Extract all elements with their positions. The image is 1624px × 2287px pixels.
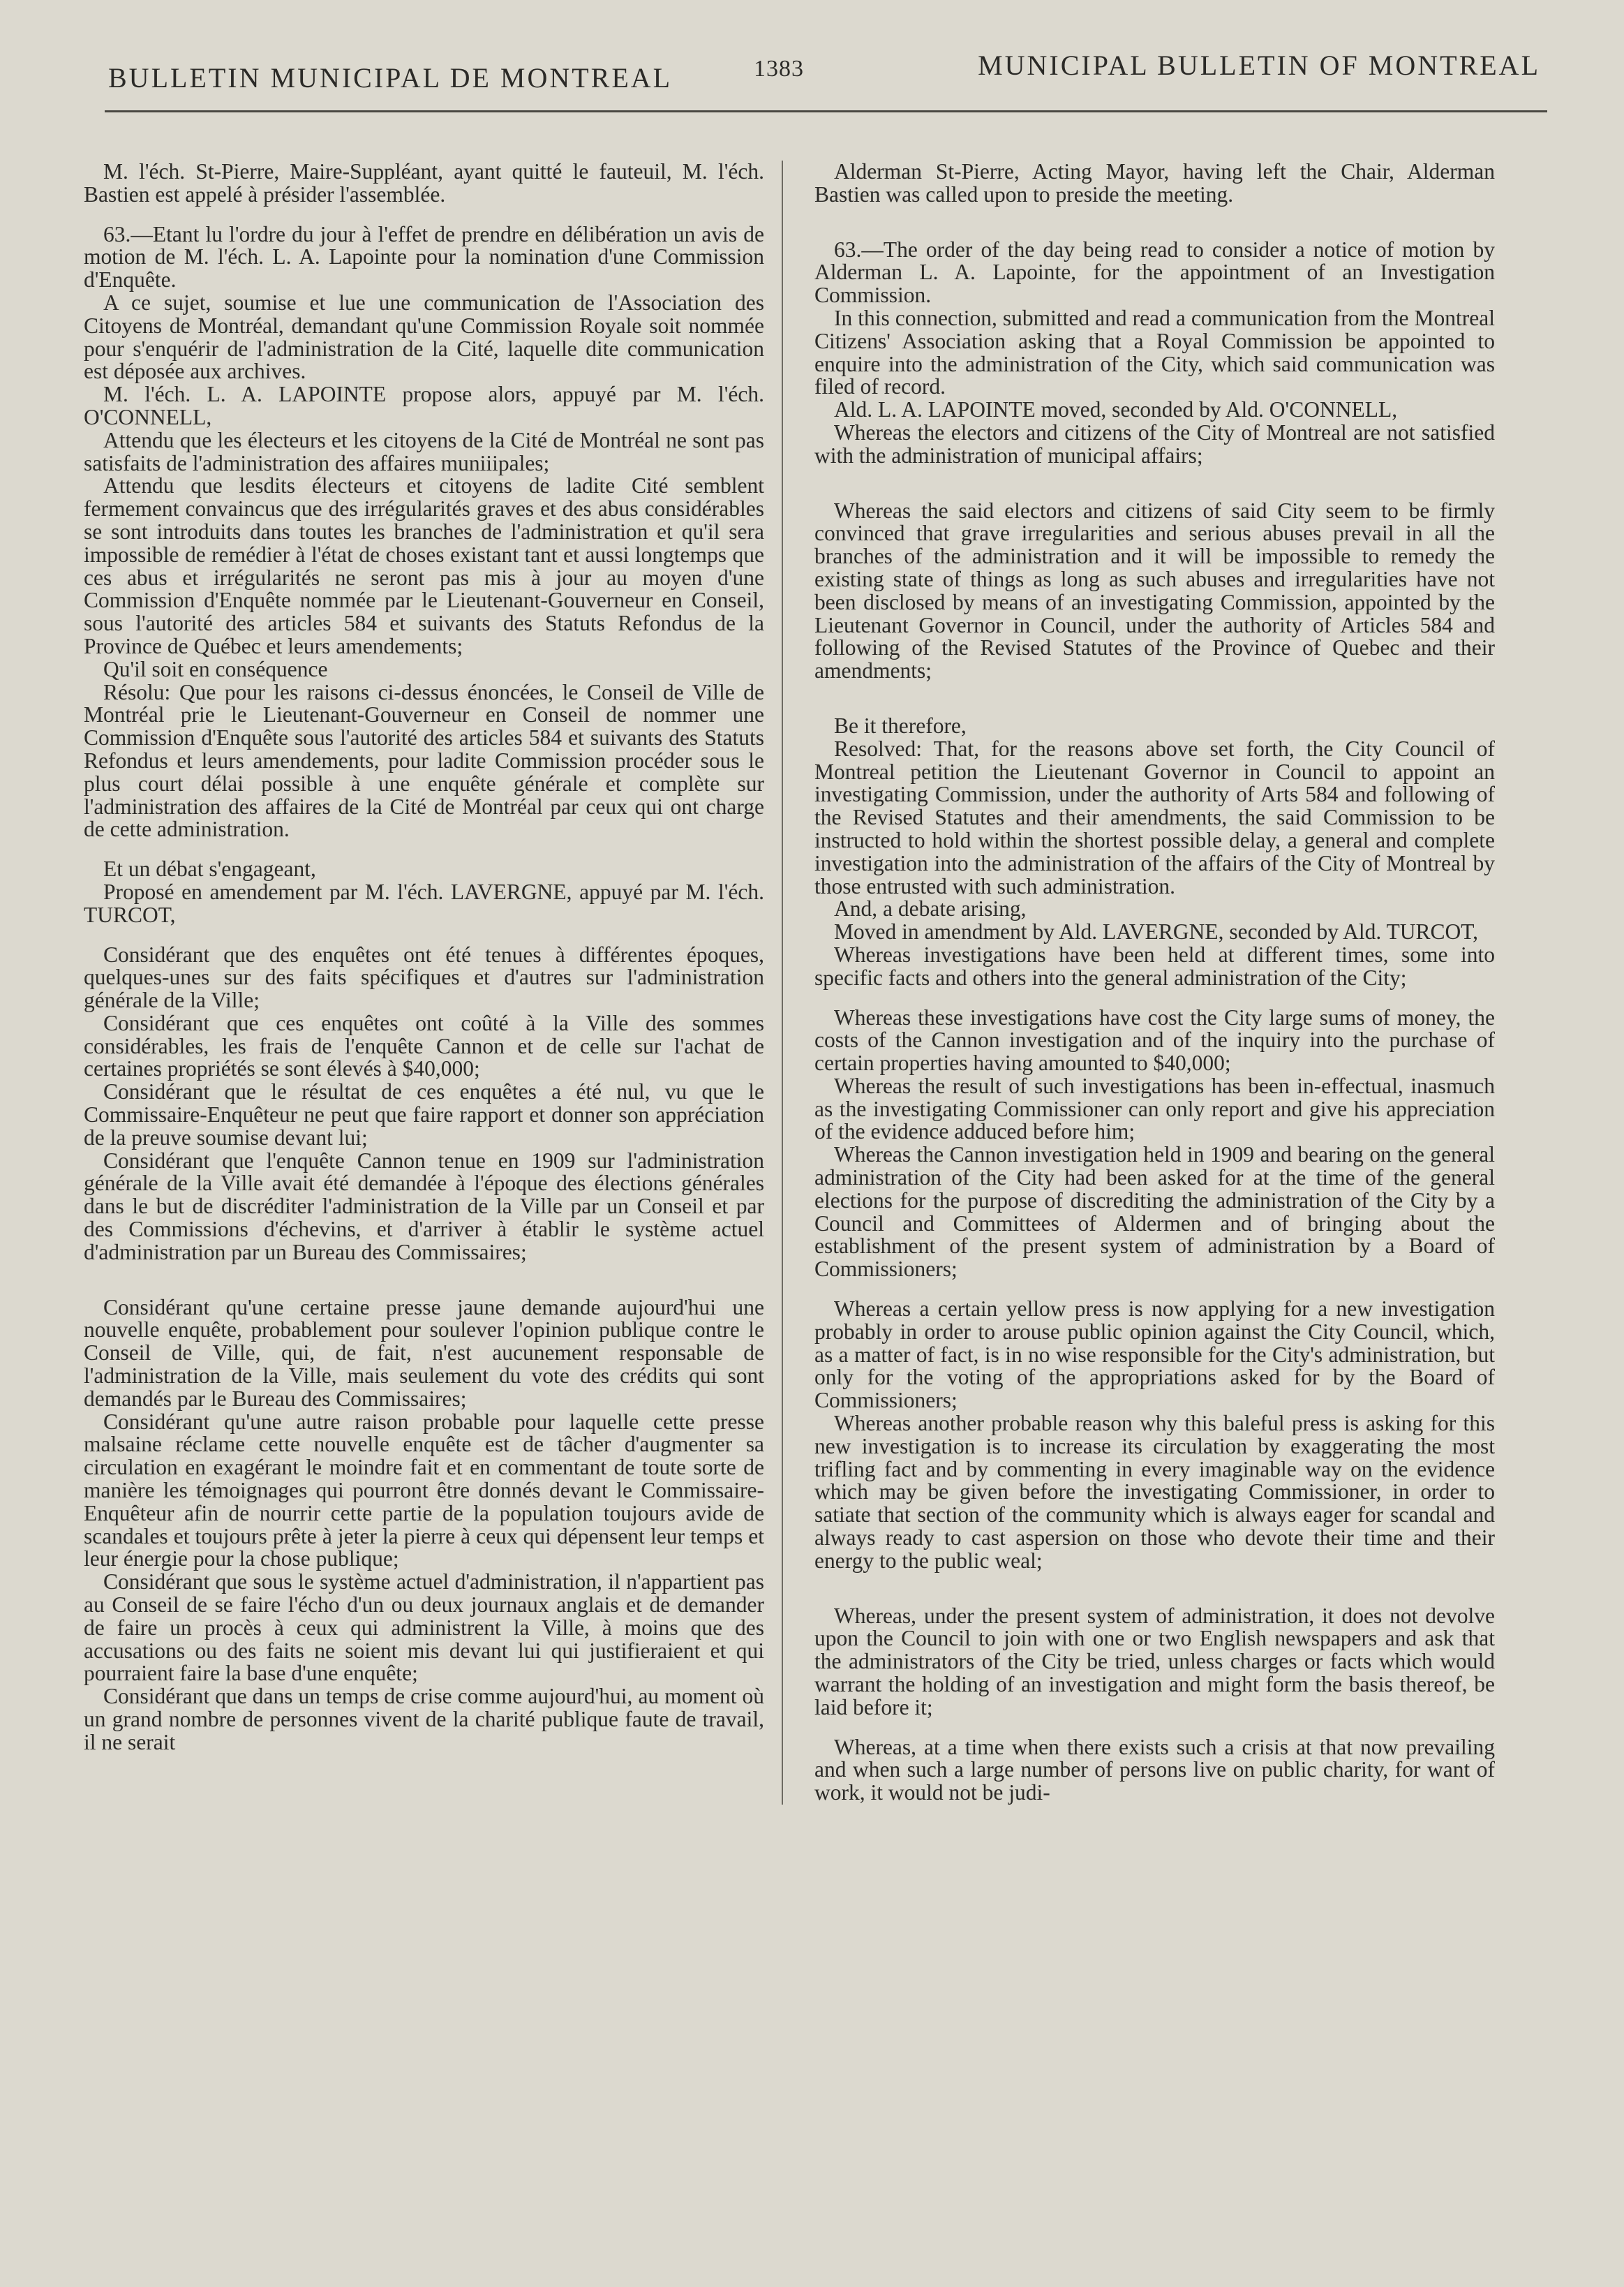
paragraph: Proposé en amendement par M. l'éch. LAVERGNE, appuyé par M. l'éch. TURCOT,: [84, 879, 764, 927]
paragraph: Considérant que l'enquête Cannon tenue en 1909 sur l'administration générale de la Ville avait été demandée à l'époque des élections générales dans le but de discréditer l'administration de la Ville par un Conseil et par des Commissions d'échevins, et d'arriver à établir le système actuel d'administration par un Bureau des Commissaires;: [84, 1148, 764, 1264]
paragraph: Attendu que les électeurs et les citoyens de la Cité de Montréal ne sont pas satisfaits de l'administration des affaires muniiipales;: [84, 427, 764, 475]
paragraph: Attendu que lesdits électeurs et citoyens de ladite Cité semblent fermement convaincus que des irrégularités graves et des abus considérables se sont introduits dans toutes les branches de l'administration et qu'il sera impossible de remédier à l'état de choses existant tant et aussi longtemps que ces abus et irrégularités ne seront pas mis à jour au moyen d'une Commission d'Enquête nommée par le Lieutenant-Gouverneur en Conseil, sous l'autorité des articles 584 et suivants des Statuts Refondus de la Province de Québec et leurs amendements;: [84, 473, 764, 658]
page-header: [84, 28, 1547, 105]
header-title-french: BULLETIN MUNICIPAL DE MONTREAL: [108, 62, 673, 94]
paragraph: M. l'éch. L. A. LAPOINTE propose alors, appuyé par M. l'éch. O'CONNELL,: [84, 382, 764, 429]
paragraph: Whereas, under the present system of administration, it does not devolve upon the Council to join with one or two English newspapers and ask that the administrators of the City be tried, unless charges or facts which would warrant the holding of an investigation and might form the basis thereof, be laid before it;: [814, 1603, 1495, 1719]
english-column: [782, 161, 1495, 1805]
paragraph: Whereas investigations have been held at different times, some into specific facts and others into the general administration of the City;: [814, 942, 1495, 990]
french-column: [84, 161, 782, 1805]
paragraph: Whereas the electors and citizens of the City of Montreal are not satisfied with the administration of municipal affairs;: [814, 420, 1495, 468]
paragraph: Whereas another probable reason why this baleful press is asking for this new investigation is to increase its circulation by exaggerating the most trifling fact and by commenting in every imaginable way on the evidence which may be given before the investigating Commissioner, in order to satiate that section of the community which is always eager for scandal and always ready to cast aspersion on those who devote their time and their energy to the public weal;: [814, 1411, 1495, 1573]
header-rule: [105, 110, 1547, 112]
paragraph: Alderman St-Pierre, Acting Mayor, having left the Chair, Alderman Bastien was called upon to preside the meeting.: [814, 159, 1495, 207]
page-number: 1383: [754, 56, 804, 82]
paragraph: Whereas the said electors and citizens of said City seem to be firmly convinced that grave irregularities and serious abuses prevail in all the branches of the administration and it will be impossible to remedy the existing state of things as long as such abuses and irregularities have not been disclosed by means of an investigating Commission, appointed by the Lieutenant Governor in Council, under the authority of Articles 584 and following of the Revised Statutes of the Province of Quebec and their amendments;: [814, 498, 1495, 683]
paragraph: And, a debate arising,: [834, 896, 1027, 922]
paragraph: 63.—The order of the day being read to consider a notice of motion by Alderman L. A. Lapointe, for the appointment of an Investigation Commission.: [814, 237, 1495, 308]
paragraph: Considérant que le résultat de ces enquêtes a été nul, vu que le Commissaire-Enquêteur ne peut que faire rapport et donner son appréciation de la preuve soumise devant lui;: [84, 1079, 764, 1150]
paragraph: Et un débat s'engageant,: [103, 857, 316, 882]
paragraph: Whereas the result of such investigations has been in-effectual, inasmuch as the investigating Commissioner can only report and give his appreciation of the evidence adduced before him;: [814, 1073, 1495, 1144]
paragraph: Considérant que ces enquêtes ont coûté à la Ville des sommes considérables, les frais de l'enquête Cannon et de celle sur l'achat de certaines propriétés se sont élevés à $40,000;: [84, 1010, 764, 1081]
paragraph: In this connection, submitted and read a communication from the Montreal Citizens' Association asking that a Royal Commission be appointed to enquire into the administration of the City, which said communication was filed of record.: [814, 305, 1495, 399]
paragraph: A ce sujet, soumise et lue une communication de l'Association des Citoyens de Montréal, demandant qu'une Commission Royale soit nommée pour s'enquérir de l'administration de la Cité, laquelle dite communication est déposée aux archives.: [84, 290, 764, 384]
paragraph: Considérant que des enquêtes ont été tenues à différentes époques, quelques-unes sur des faits spécifiques et d'autres sur l'administration générale de la Ville;: [84, 942, 764, 1013]
paragraph: Considérant que dans un temps de crise comme aujourd'hui, au moment où un grand nombre de personnes vivent de la charité publique faute de travail, il ne serait: [84, 1684, 764, 1754]
paragraph: Be it therefore,: [834, 713, 967, 738]
paragraph: Considérant qu'une certaine presse jaune demande aujourd'hui une nouvelle enquête, probablement pour soulever l'opinion publique contre le Conseil de Ville, qui, de fait, n'est aucunement responsable de l'administration de la Ville, mais seulement du vote des crédits qui sont demandés par le Bureau des Commissaires;: [84, 1294, 764, 1411]
paragraph: Whereas, at a time when there exists such a crisis at that now prevailing and when such a large number of persons live on public charity, for want of work, it would not be judi-: [814, 1734, 1495, 1805]
paragraph: Moved in amendment by Ald. LAVERGNE, seconded by Ald. TURCOT,: [834, 919, 1479, 945]
paragraph: 63.—Etant lu l'ordre du jour à l'effet de prendre en délibération un avis de motion de M. l'éch. L. A. Lapointe pour la nomination d'une Commission d'Enquête.: [84, 221, 764, 293]
paragraph: Ald. L. A. LAPOINTE moved, seconded by Ald. O'CONNELL,: [834, 397, 1398, 422]
paragraph: Considérant que sous le système actuel d'administration, il n'appartient pas au Conseil de se faire l'écho d'un ou deux journaux anglais et de demander de faire un procès à ceux qui administrent la Ville, à moins que des accusations ou des faits ne soient mis devant lui qui justifieraient et qui pourraient faire la base d'une enquête;: [84, 1569, 764, 1686]
two-column-body: [84, 161, 1547, 1805]
header-title-english: MUNICIPAL BULLETIN OF MONTREAL: [978, 50, 1540, 81]
paragraph: Considérant qu'une autre raison probable pour laquelle cette presse malsaine réclame cette nouvelle enquête est de tâcher d'augmenter sa circulation en exagérant le moindre fait et en commentant de toute sorte de manière les témoignages qui pourront être donnés devant le Commissaire-Enquêteur afin de nourrir cette partie de la population toujours avide de scandales et toujours prête à jeter la pierre à ceux qui dépensent leur temps et leur énergie pour la chose publique;: [84, 1409, 764, 1571]
paragraph: Qu'il soit en conséquence: [103, 656, 328, 681]
paragraph: Resolved: That, for the reasons above set forth, the City Council of Montreal petition the Lieutenant Governor in Council to appoint an investigating Commission, under the authority of Arts 584 and following of the Revised Statutes and their amendments, the said Commission to be instructed to hold within the shortest possible delay, a general and complete investigation into the administration of the affairs of the City of Montreal by those entrusted with such administration.: [814, 736, 1495, 898]
paragraph: Résolu: Que pour les raisons ci-dessus énoncées, le Conseil de Ville de Montréal prie le Lieutenant-Gouverneur en Conseil de nommer une Commission d'Enquête sous l'autorité des articles 584 et suivants des Statuts Refondus et leurs amendements, pour ladite Commission procéder sous le plus court délai possible à une enquête générale et complète sur l'administration des affaires de la Cité de Montréal par ceux qui ont charge de cette administration.: [84, 679, 764, 842]
paragraph: Whereas a certain yellow press is now applying for a new investigation probably in order to arouse public opinion against the City Council, which, as a matter of fact, is in no wise responsible for the City's administration, but only for the voting of the appropriations asked for by the Board of Commissioners;: [814, 1296, 1495, 1413]
paragraph: M. l'éch. St-Pierre, Maire-Suppléant, ayant quitté le fauteuil, M. l'éch. Bastien est appelé à présider l'assemblée.: [84, 159, 764, 207]
paragraph: Whereas these investigations have cost the City large sums of money, the costs of the Cannon investigation and of the inquiry into the purchase of certain properties having amounted to $40,000;: [814, 1005, 1495, 1076]
paragraph: Whereas the Cannon investigation held in 1909 and bearing on the general administration of the City had been asked for at the time of the general elections for the purpose of discrediting the administration of the City by a Council and Committees of Aldermen and of bringing about the establishment of the present system of administration by a Board of Commissioners;: [814, 1142, 1495, 1282]
